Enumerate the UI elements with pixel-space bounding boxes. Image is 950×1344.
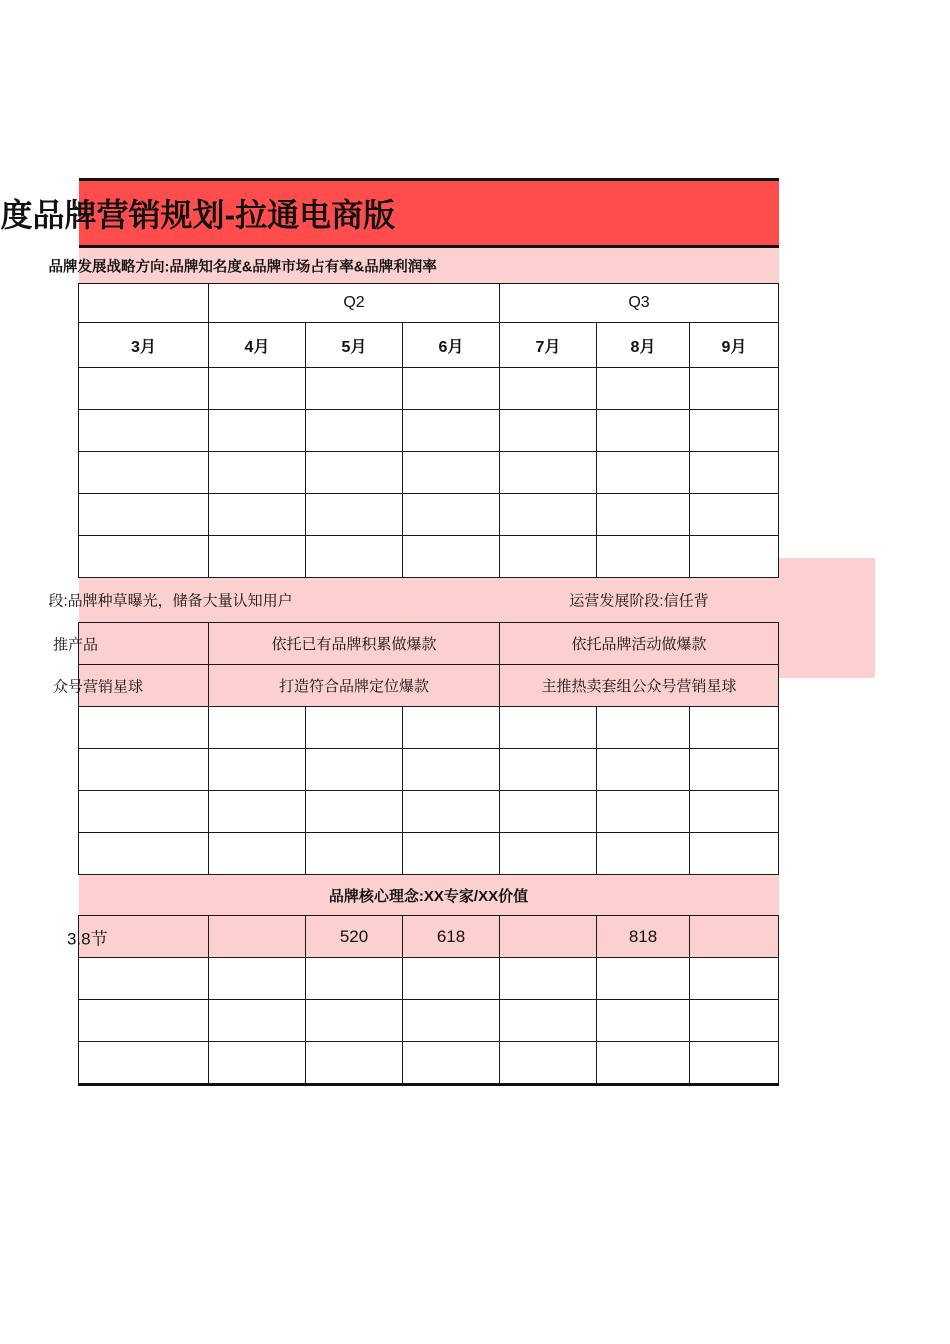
cell[interactable] [403,452,500,494]
cell[interactable] [79,707,209,749]
title-cell [0,180,779,247]
cell[interactable] [597,1042,690,1085]
cell[interactable] [306,452,403,494]
festival-cell-6[interactable] [690,916,779,958]
cell[interactable] [597,494,690,536]
table-row[interactable] [79,791,779,833]
cell[interactable] [306,1042,403,1085]
cell[interactable] [690,1000,779,1042]
table-row[interactable] [79,707,779,749]
cell[interactable] [500,707,597,749]
product-strategy-mid-0[interactable]: 依托已有品牌积累做爆款 [209,623,500,665]
product-strategy-label-text-1: 众号营销星球 [53,678,144,695]
cell[interactable] [79,536,209,578]
cell[interactable] [306,536,403,578]
product-strategy-mid-1[interactable]: 打造符合品牌定位爆款 [209,665,500,707]
cell[interactable] [403,1000,500,1042]
product-strategy-row[interactable] [79,623,779,665]
operating-phase-right-text: 运营发展阶段:信任背 [569,592,709,610]
table-row[interactable] [79,368,779,410]
cell[interactable] [500,452,597,494]
cell[interactable] [209,494,306,536]
table-row[interactable] [79,494,779,536]
month-header-cell-4: 7月 [500,323,597,368]
month-header-cell-5: 8月 [597,323,690,368]
quarter-q2-cell: Q2 [209,284,500,323]
table-row[interactable] [79,833,779,875]
product-strategy-label-1[interactable] [53,665,209,707]
cell[interactable] [500,833,597,875]
quarter-header-row [79,284,779,323]
cell[interactable] [306,494,403,536]
festival-row[interactable] [79,916,779,958]
table-row[interactable] [79,410,779,452]
cell[interactable] [79,452,209,494]
table-row[interactable] [79,958,779,1000]
cell[interactable] [690,536,779,578]
month-header-cell-2: 5月 [306,323,403,368]
month-header-cell-1: 4月 [209,323,306,368]
cell[interactable] [79,1000,209,1042]
cell[interactable] [306,707,403,749]
cell[interactable] [209,833,306,875]
festival-cell-2[interactable]: 520 [306,916,403,958]
cell[interactable] [79,791,209,833]
cell[interactable] [209,452,306,494]
cell[interactable] [209,791,306,833]
cell[interactable] [597,368,690,410]
table-row[interactable] [79,536,779,578]
cell[interactable] [597,749,690,791]
cell[interactable] [500,749,597,791]
strategy-direction-text: 品牌发展战略方向:品牌知名度&品牌市场占有率&品牌利润率 [48,259,437,275]
cell[interactable] [500,958,597,1000]
cell[interactable] [306,791,403,833]
operating-phase-left-text: 段:品牌种草曝光，储备大量认知用户 [48,592,293,610]
cell[interactable] [690,1042,779,1085]
operating-phase-row [79,578,779,623]
phase-band-overflow [778,558,875,678]
cell[interactable] [403,410,500,452]
operating-phase-right-cell [500,578,779,623]
cell[interactable] [306,958,403,1000]
product-strategy-label-0[interactable] [53,623,209,665]
cell[interactable] [79,958,209,1000]
table-row[interactable] [79,749,779,791]
cell[interactable] [500,410,597,452]
table-row[interactable] [79,1042,779,1085]
cell[interactable] [403,958,500,1000]
cell[interactable] [597,833,690,875]
cell[interactable] [597,536,690,578]
cell[interactable] [306,749,403,791]
product-strategy-row[interactable] [79,665,779,707]
cell[interactable] [403,368,500,410]
cell[interactable] [597,958,690,1000]
month-header-cell-0: 3月 [79,323,209,368]
cell[interactable] [79,368,209,410]
cell[interactable] [500,536,597,578]
month-header-cell-6: 9月 [690,323,779,368]
cell[interactable] [209,749,306,791]
cell[interactable] [500,791,597,833]
cell[interactable] [79,494,209,536]
quarter-q3-cell: Q3 [500,284,779,323]
operating-phase-left-cell [48,578,500,623]
cell[interactable] [500,1000,597,1042]
cell[interactable] [690,410,779,452]
cell[interactable] [403,707,500,749]
marketing-plan-table [0,178,779,1086]
cell[interactable] [690,368,779,410]
cell[interactable] [403,833,500,875]
cell[interactable] [500,368,597,410]
cell[interactable] [306,368,403,410]
cell[interactable] [79,833,209,875]
cell[interactable] [209,1000,306,1042]
festival-cell-5[interactable]: 818 [597,916,690,958]
festival-label-cell[interactable] [67,916,209,958]
title-row [79,180,779,247]
festival-cell-1[interactable] [209,916,306,958]
cell[interactable] [209,368,306,410]
cell[interactable] [209,1042,306,1085]
cell[interactable] [690,749,779,791]
cell[interactable] [403,1042,500,1085]
cell[interactable] [209,958,306,1000]
core-idea-cell: 品牌核心理念:XX专家/XX价值 [79,875,779,916]
cell[interactable] [690,707,779,749]
cell[interactable] [690,791,779,833]
cell[interactable] [597,1000,690,1042]
cell[interactable] [79,410,209,452]
festival-label-text: 3.8节 [67,929,108,948]
cell[interactable] [209,410,306,452]
cell[interactable] [403,791,500,833]
cell[interactable] [690,833,779,875]
product-strategy-label-text-0: 推产品 [53,636,99,653]
cell[interactable] [403,749,500,791]
cell[interactable] [306,833,403,875]
cell[interactable] [209,707,306,749]
month-header-cell-3: 6月 [403,323,500,368]
product-strategy-right-1[interactable]: 主推热卖套组公众号营销星球 [500,665,779,707]
quarter-blank-cell [79,284,209,323]
strategy-direction-row [79,247,779,284]
cell[interactable] [597,791,690,833]
cell[interactable] [690,452,779,494]
month-header-row [79,323,779,368]
cell[interactable] [403,536,500,578]
cell[interactable] [597,452,690,494]
table-row[interactable] [79,452,779,494]
cell[interactable] [306,410,403,452]
cell[interactable] [306,1000,403,1042]
festival-cell-4[interactable] [500,916,597,958]
cell[interactable] [500,1042,597,1085]
table-row[interactable] [79,1000,779,1042]
cell[interactable] [209,536,306,578]
product-strategy-right-0[interactable]: 依托品牌活动做爆款 [500,623,779,665]
festival-cell-3[interactable]: 618 [403,916,500,958]
cell[interactable] [690,958,779,1000]
cell[interactable] [79,1042,209,1085]
core-idea-row [79,875,779,916]
cell[interactable] [597,410,690,452]
cell[interactable] [403,494,500,536]
cell[interactable] [597,707,690,749]
cell[interactable] [79,749,209,791]
page-title: 度品牌营销规划-拉通电商版 [0,197,396,233]
strategy-direction-cell [48,247,779,284]
cell[interactable] [500,494,597,536]
cell[interactable] [690,494,779,536]
